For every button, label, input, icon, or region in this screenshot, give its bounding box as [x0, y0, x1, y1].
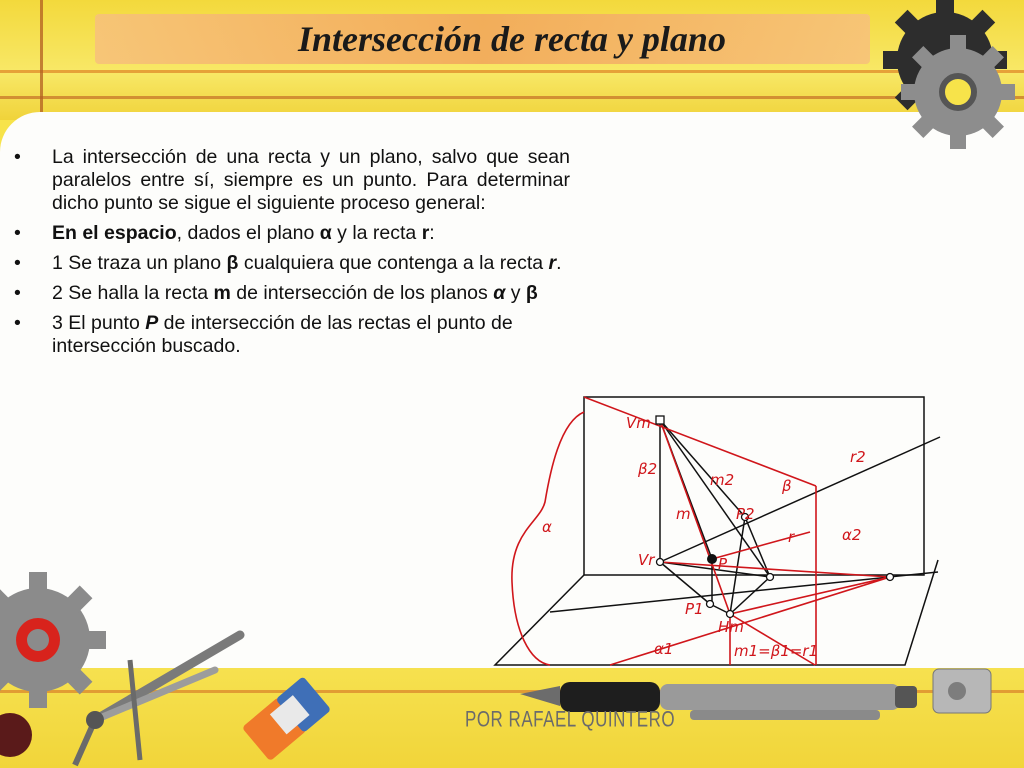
bullet-text: En el espacio, dados el plano α y la recta r: — [52, 222, 435, 244]
label-alpha: α — [542, 518, 552, 536]
label-beta: β — [782, 477, 792, 495]
label-m: m — [676, 505, 691, 523]
label-P: P — [718, 555, 728, 573]
label-beta2: β2 — [638, 460, 658, 478]
label-P2: P2 — [736, 505, 755, 523]
label-P1: P1 — [685, 600, 704, 618]
bullet-text: 2 Se halla la recta m de intersección de los planos α y β — [52, 282, 538, 304]
bullet-text: 3 El punto P de intersección de las rectas el punto de intersección buscado. — [52, 312, 513, 357]
bullet-text: 1 Se traza un plano β cualquiera que contenga a la recta r. — [52, 252, 562, 274]
plane-alpha-outline — [512, 412, 584, 665]
bullet-list — [10, 146, 570, 365]
author-credit: POR RAFAEL QUINTERO — [465, 707, 676, 732]
label-Vm: Vm — [626, 414, 651, 432]
list-item: • 3 El punto P de intersección de las rectas el punto de intersección buscado. — [10, 312, 570, 358]
list-item: • En el espacio, dados el plano α y la recta r: — [10, 222, 570, 245]
eraser-icon — [235, 672, 335, 768]
label-m1eq: m1=β1=r1 — [734, 642, 819, 660]
label-Hm: Hm — [718, 618, 744, 636]
bullet-text: La intersección de una recta y un plano, salvo que sean paralelos entre sí, siempre es un punto. Para determinar dicho punto se sigue el siguiente proceso general: — [52, 146, 570, 214]
label-alpha1: α1 — [654, 640, 674, 658]
point-P-marker — [707, 554, 717, 564]
list-item: • La intersección de una recta y un plano, salvo que sean paralelos entre sí, siempre es un punto. Para determinar dicho punto se sigue el siguiente proceso general: — [14, 146, 570, 214]
slide-title: Intersección de recta y plano — [298, 19, 726, 59]
compass-icon — [55, 630, 255, 768]
label-r2: r2 — [850, 448, 866, 466]
label-m2: m2 — [710, 471, 735, 489]
label-Vr: Vr — [638, 551, 655, 569]
list-item: • 1 Se traza un plano β cualquiera que contenga a la recta r. — [10, 252, 570, 275]
intersection-diagram — [490, 382, 945, 672]
gear-icon — [870, 0, 1024, 170]
label-alpha2: α2 — [842, 526, 862, 544]
label-r: r — [788, 528, 795, 546]
list-item: • 2 Se halla la recta m de intersección de los planos α y β — [10, 282, 570, 305]
